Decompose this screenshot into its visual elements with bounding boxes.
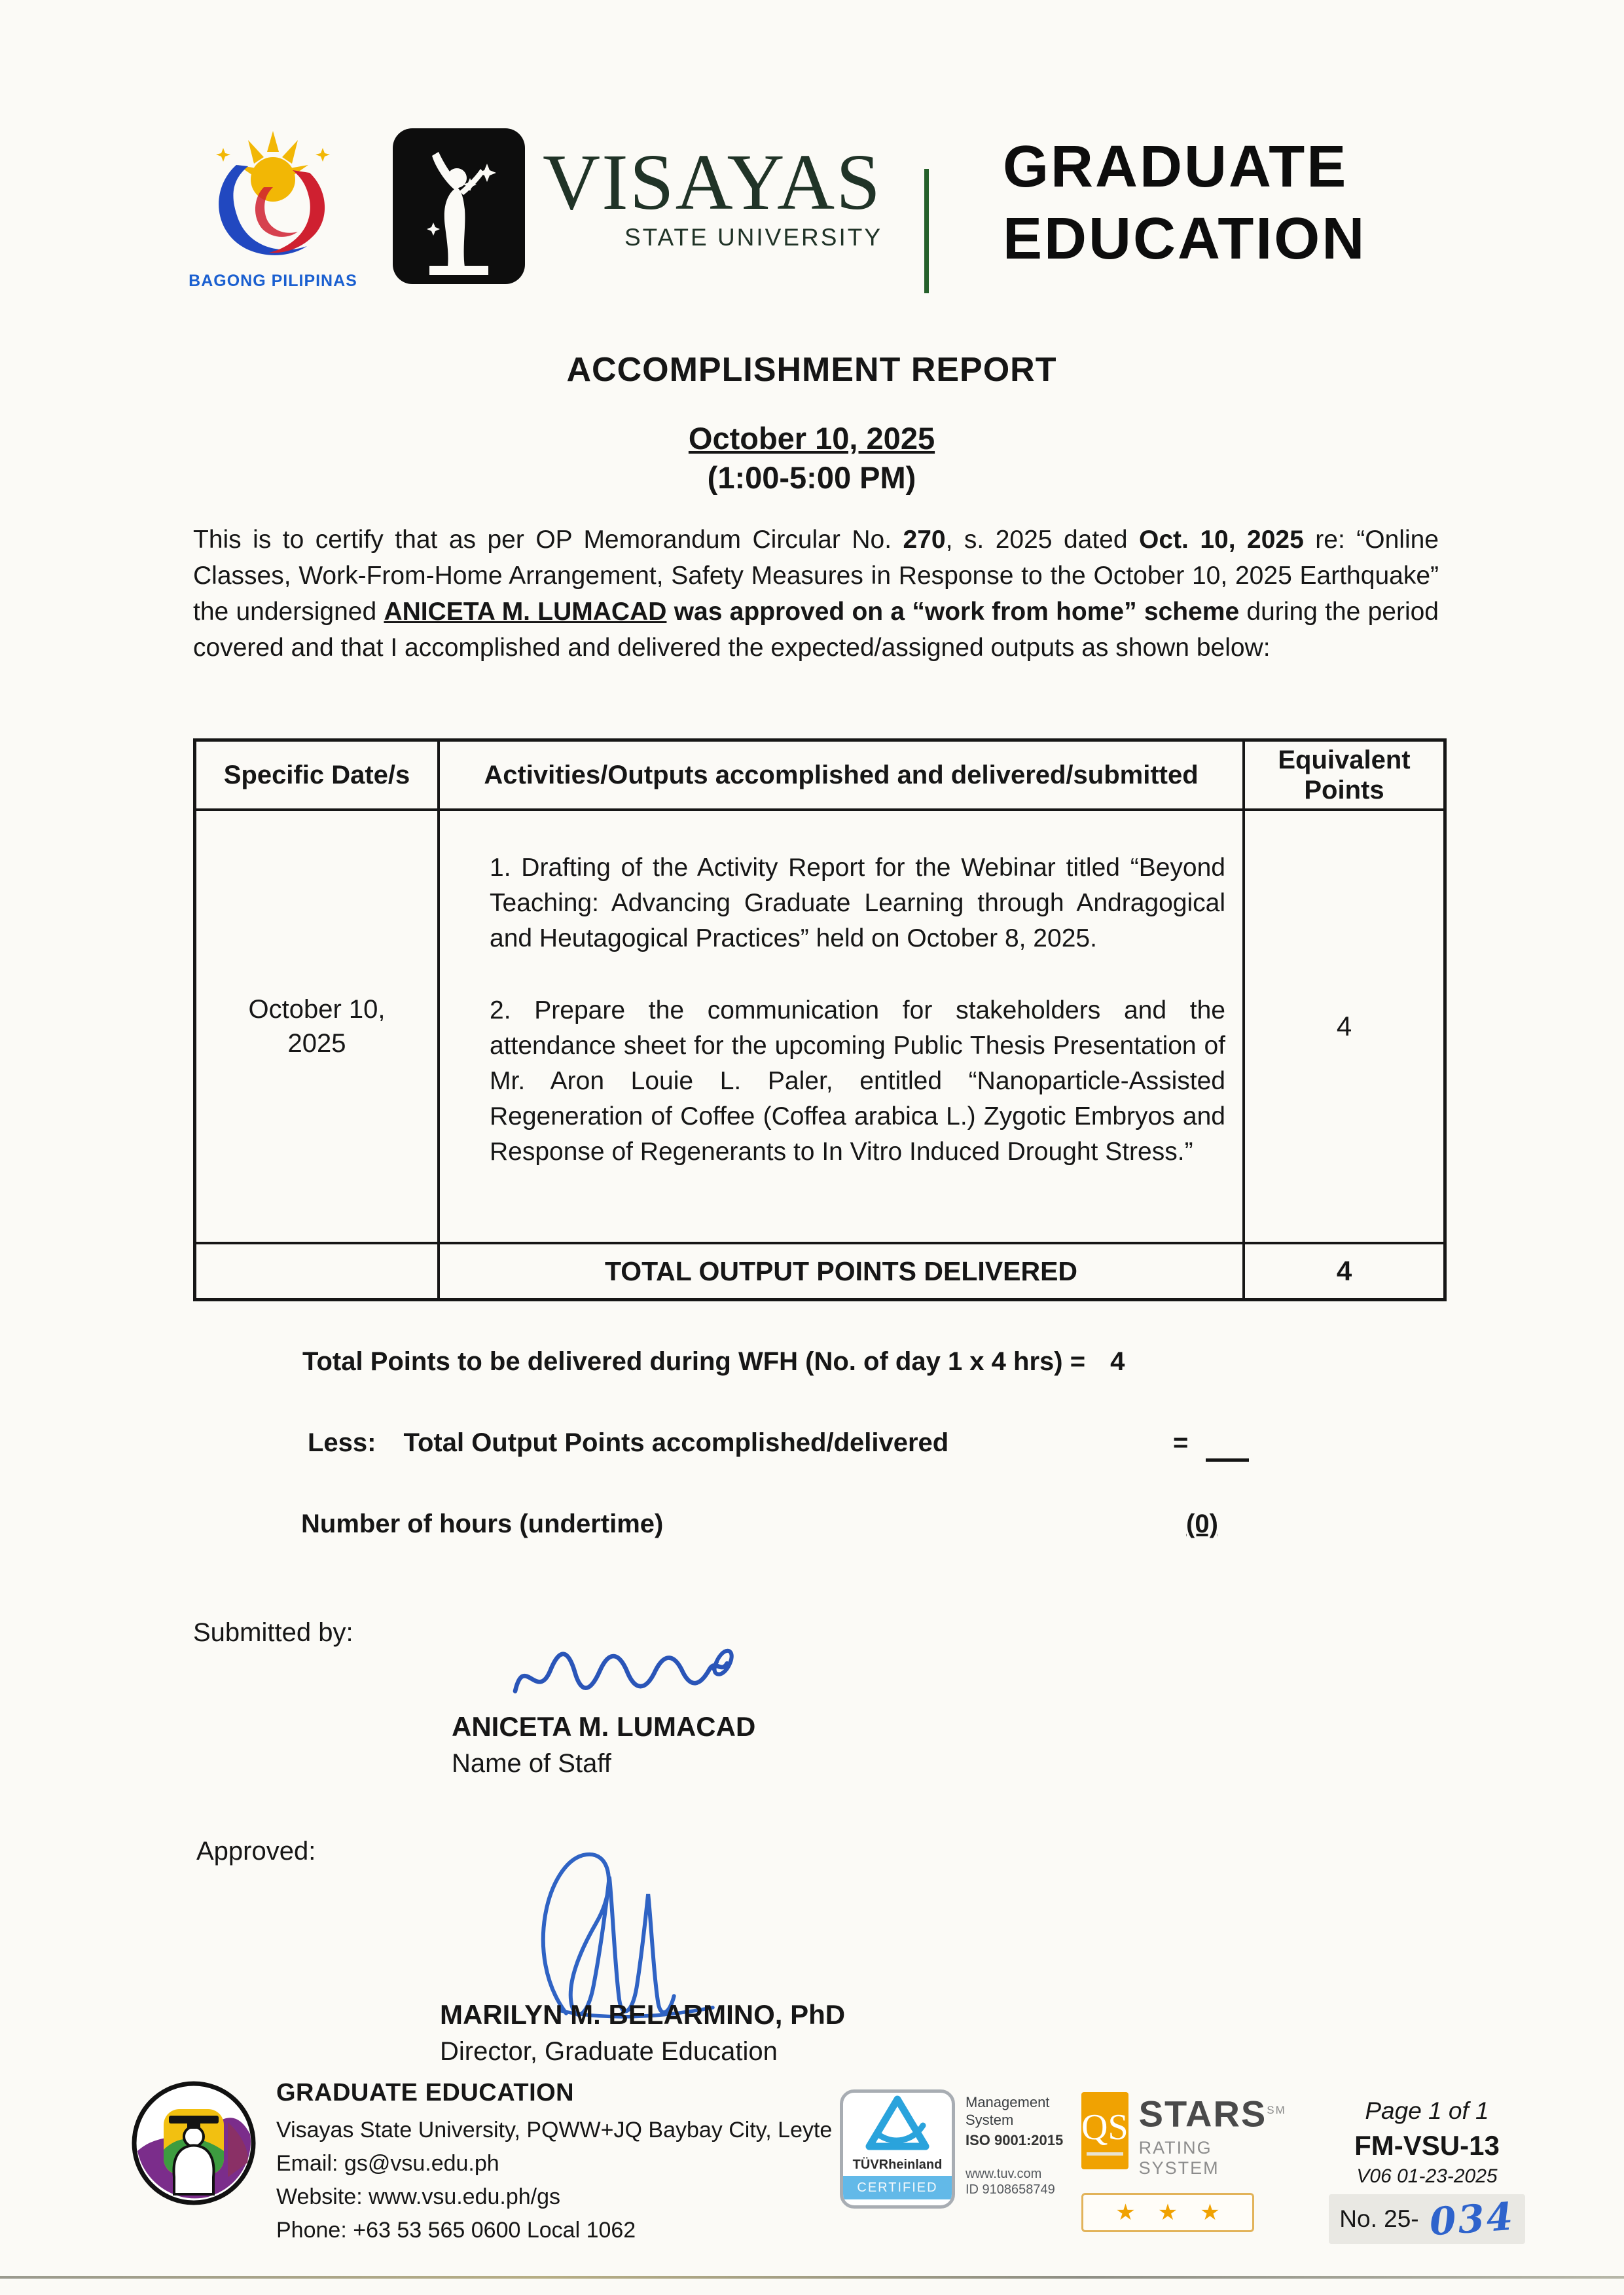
tuv-id: ID 9108658749 [965,2182,1055,2197]
summary-less-equals: = [1173,1428,1189,1457]
summary-total-points-line [302,1347,1125,1377]
control-number-row [1329,2194,1525,2244]
summary-line1-label: Total Points to be delivered during WFH (No. of day 1 x 4 hrs) = [302,1347,1086,1376]
tuv-certified-band: CERTIFIED [843,2176,952,2199]
star-icon: ★ [1157,2199,1178,2225]
director-name: MARILYN M. BELARMINO, PhD [440,1999,846,2030]
footer-office-name: GRADUATE EDUCATION [276,2079,575,2106]
summary-less-label: Total Output Points accomplished/delivered [403,1428,949,1457]
summary-undertime-value: (0) [1186,1509,1218,1538]
star-icon: ★ [1200,2199,1220,2225]
qs-stars-block [1081,2092,1286,2232]
intro-text: , s. 2025 dated [945,526,1140,554]
scan-edge-line [0,2276,1624,2279]
tuv-website: www.tuv.com [965,2167,1042,2181]
tuv-triangle-icon [861,2093,933,2153]
submitted-by-label: Submitted by: [193,1618,353,1647]
staff-title: Name of Staff [452,1749,611,1778]
director-title: Director, Graduate Education [440,2037,778,2066]
qs-underline-bar [1087,2152,1123,2156]
activity-item-1: 1. Drafting of the Activity Report for the Webinar titled “Beyond Teaching: Advancing Graduate Learning through Andragogical and Heutagogical Practices” held on October 8, 2025. [490,854,1225,952]
university-name: VISAYAS [542,138,882,226]
report-time: (1:00-5:00 PM) [707,460,916,495]
office-wordmark [1003,131,1366,275]
cell-date: October 10, 2025 [196,808,440,1242]
memo-number: 270 [903,526,946,554]
cell-points: 4 [1245,808,1443,1242]
qs-sm-mark: SM [1267,2104,1286,2116]
memo-date: Oct. 10, 2025 [1139,526,1304,554]
vsu-seal-icon [391,127,526,285]
accomplishment-table [193,738,1447,1301]
cell-empty [196,1242,440,1298]
qs-logo [1081,2092,1128,2169]
graduate-education-logo [130,2079,258,2207]
intro-text: during the period covered and that I accomplished and delivered the expected/assigned outputs as shown below: [193,598,1439,662]
staff-name-inline: ANICETA M. LUMACAD [384,598,667,626]
office-line2: EDUCATION [1003,206,1367,272]
footer-address: Visayas State University, PQWW+JQ Baybay City, Leyte [276,2118,833,2142]
table-header-row [196,742,1443,808]
qs-letters: QS [1081,2106,1128,2148]
footer-phone: Phone: +63 53 565 0600 Local 1062 [276,2218,636,2243]
header-specific-dates: Specific Date/s [196,742,440,808]
tuv-logo [840,2089,955,2209]
bagong-pilipinas-icon [185,124,361,267]
bagong-pilipinas-label: BAGONG PILIPINAS [189,272,357,290]
page-number: Page 1 of 1 [1365,2097,1489,2124]
tuv-iso-text: ISO 9001:2015 [965,2132,1064,2148]
summary-less-blank-value [1206,1432,1249,1462]
control-number-handwritten: 034 [1428,2194,1516,2245]
summary-undertime-line [301,1509,1348,1539]
tuv-certification-block [840,2089,1090,2209]
summary-less-line [308,1428,1355,1458]
cell-activities [440,808,1245,1242]
university-subtitle: STATE UNIVERSITY [624,224,882,251]
qs-stars-text: STARS [1138,2093,1267,2135]
control-number-label: No. 25- [1339,2205,1419,2232]
table-total-row [196,1242,1443,1298]
qs-rating-stars [1081,2193,1254,2232]
activity-item-2: 2. Prepare the communication for stakeholders and the attendance sheet for the upcoming Public Thesis Presentation of Mr. Aron Louie L. Paler, entitled “Nanoparticle-Assisted Regeneration of Coffee (Coffea arabica L.) Zygotic Embryos and Response of Regenerants to In Vitro Induced Drought Stress.” [490,996,1225,1166]
tuv-system-text: Management System [965,2094,1050,2128]
form-code: FM-VSU-13 [1354,2130,1500,2161]
footer-contact-block [276,2079,832,2247]
bagong-pilipinas-logo [185,124,361,291]
summary-undertime-label: Number of hours (undertime) [301,1509,664,1538]
form-version: V06 01-23-2025 [1356,2165,1498,2187]
approved-label: Approved: [196,1837,316,1866]
wfh-scheme-text: was approved on a “work from home” scheme [666,598,1240,626]
intro-text: re: “Online Classes, Work-From-Home Arrangement, Safety Measures in Response to the October 10, 2025 Earthquake” the undersigned [193,526,1439,626]
summary-less-prefix: Less: [308,1428,376,1457]
footer-email: Email: gs@vsu.edu.ph [276,2151,499,2176]
tuv-details [965,2089,1090,2209]
form-info-block [1329,2097,1525,2244]
intro-text: This is to certify that as per OP Memorandum Circular No. [193,526,903,554]
header-divider [924,169,929,293]
star-icon: ★ [1115,2199,1136,2225]
report-title: ACCOMPLISHMENT REPORT [566,351,1057,389]
cell-total-points: 4 [1245,1242,1443,1298]
office-line1: GRADUATE [1003,134,1348,200]
tuv-brand-name: TÜVRheinland [852,2158,943,2172]
staff-name: ANICETA M. LUMACAD [452,1711,756,1742]
table-row [196,808,1443,1242]
university-wordmark [542,138,882,251]
footer-website: Website: www.vsu.edu.ph/gs [276,2184,561,2209]
qs-rating-system-text: RATING SYSTEM [1138,2137,1219,2178]
summary-line1-value: 4 [1110,1347,1125,1376]
header-equivalent-points: Equivalent Points [1278,746,1411,804]
header-activities: Activities/Outputs accomplished and delivered/submitted [440,742,1245,808]
certification-paragraph [193,522,1439,666]
report-date: October 10, 2025 [688,421,935,456]
cell-total-label: TOTAL OUTPUT POINTS DELIVERED [440,1242,1245,1298]
qs-stars-wordmark [1139,2092,1286,2178]
staff-signature-icon [507,1631,749,1716]
